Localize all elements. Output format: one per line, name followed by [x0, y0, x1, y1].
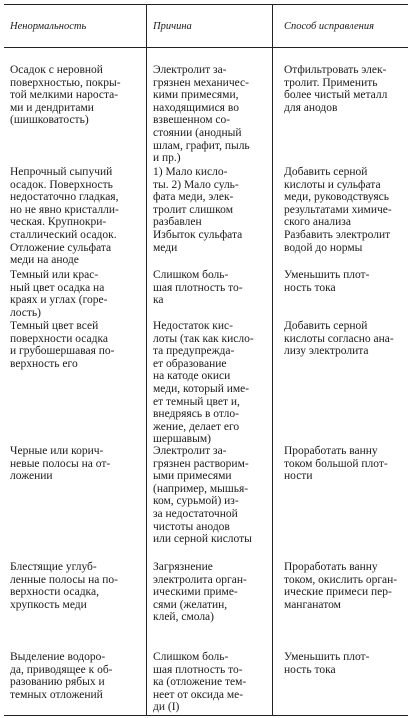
- row-remedy: Проработать ванну током, окислить орган- ические примеси пер- манганатом: [284, 561, 398, 611]
- row-anomaly: Выделение водоро- да, приводящее к об- разованию рябых и темных отложений: [10, 651, 113, 701]
- row-cause: Загрязнение электролита орган- ическими приме- сями (желатин, клей, смола): [153, 561, 247, 624]
- row-anomaly: Осадок с неровной поверхностью, покры- той мелкими нароста- ми и дендритами (шишковатость): [10, 64, 121, 127]
- row-anomaly: Блестящие углуб- ленные полосы на по- верхности осадка, хрупкость меди: [10, 561, 118, 611]
- row-remedy: Добавить серной кислоты и сульфата меди, руководствуясь результатами химиче- ского анализа Разбавить электролит водой до нормы: [284, 166, 392, 254]
- header-cause: Причина: [153, 21, 192, 32]
- column-divider: [146, 5, 147, 715]
- header-anomaly: Ненормальность: [10, 21, 87, 32]
- row-cause: Слишком боль- шая плотность то- ка (отложение тем- неет от оксида ме- ди (I): [153, 651, 247, 714]
- row-remedy: Отфильтровать элек- тролит. Применить более чистый металл для анодов: [284, 64, 388, 114]
- column-divider: [272, 5, 273, 715]
- row-anomaly: Темный цвет всей поверхности осадка и грубошершавая по- верхность его: [10, 320, 115, 370]
- row-cause: Электролит за- грязнен растворим- ыми примесями (например, мышья- ком, сурьмой) из- за недостаточной чистоты анодов или серной кислоты: [153, 445, 252, 546]
- row-cause: Слишком боль- шая плотность то- ка: [153, 269, 243, 307]
- row-cause: Недостаток кис- лоты (так как кисло- та предупрежда- ет образование на катоде окиси меди, который име- ет темный цвет и, внедряясь в отло- жение, делает его шершавым): [153, 320, 254, 446]
- row-remedy: Проработать ванну током большой плот- ности: [284, 445, 388, 483]
- header-remedy: Способ исправления: [284, 21, 374, 32]
- row-remedy: Уменьшить плот- ность тока: [284, 269, 370, 294]
- row-anomaly: Непрочный сыпучий осадок. Поверхность недостаточно гладкая, но не явно кристалли- ческая. Крупнокри- сталлический осадок. Отложение сульфата меди на аноде: [10, 166, 119, 267]
- row-cause: Электролит за- грязнен механичес- кими примесями, находящимися во взвешенном со- стоянии (анодный шлам, графит, пыль и пр.): [153, 64, 250, 165]
- row-anomaly: Темный или крас- ный цвет осадка на краях и углах (горе- лость): [10, 269, 108, 319]
- row-remedy: Добавить серной кислоты согласно ана- лизу электролита: [284, 320, 394, 358]
- header-divider: [4, 47, 408, 48]
- row-remedy: Уменьшить плот- ность тока: [284, 651, 370, 676]
- defects-table: [4, 4, 408, 716]
- row-anomaly: Черные или корич- невые полосы на от- ложении: [10, 445, 111, 483]
- row-cause: 1) Мало кисло- ты. 2) Мало суль- фата меди, элек- тролит слишком разбавлен Избыток сульфата меди: [153, 166, 243, 254]
